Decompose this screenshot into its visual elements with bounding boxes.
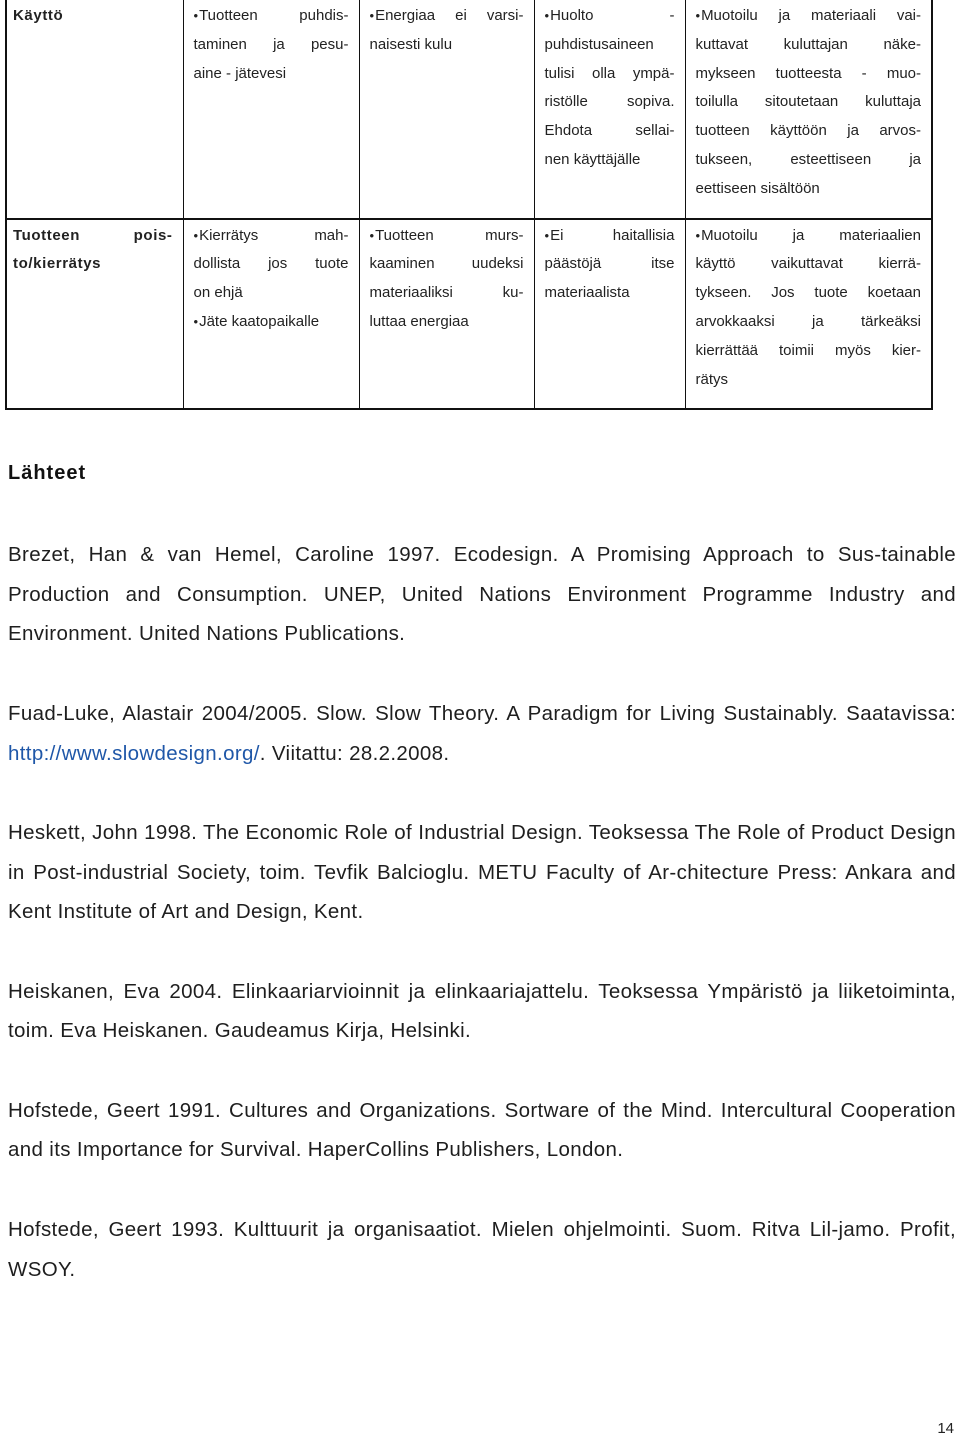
reference-item: Brezet, Han & van Hemel, Caroline 1997. Ecodesign. A Promising Approach to Sus-tainable Production and Consumption. UNEP, United Nations Environment Programme Industry and Environment. United Nations Publications. [8, 543, 956, 646]
table-cell [359, 219, 534, 410]
cell-line: tykseen. Jos tuote koetaan [695, 284, 921, 302]
cell-line: • Tuotteen murs- [370, 222, 524, 251]
table-row [6, 0, 932, 219]
phase-cell [6, 0, 183, 219]
cell-line: luttaa energiaa [369, 312, 469, 330]
phase-label: Tuotteen pois- [13, 226, 173, 244]
cell-line: tuotteen käyttöön ja arvos- [695, 122, 921, 140]
cell-line: • Huolto - [545, 2, 675, 31]
reference-link[interactable]: http://www.slowdesign.org/ [8, 741, 260, 765]
cell-line: käyttö vaikuttavat kierrä- [695, 255, 921, 273]
phase-cell [6, 219, 183, 410]
reference-text: Fuad-Luke, Alastair 2004/2005. Slow. Slow Theory. A Paradigm for Living Sustainably. Saatavissa: [8, 701, 956, 725]
reference-text: . Viitattu: 28.2.2008. [259, 741, 450, 765]
reference-item: Heiskanen, Eva 2004. Elinkaariarvioinnit ja elinkaariajattelu. Teoksessa Ympäristö ja liiketoiminta, toim. Eva Heiskanen. Gaudeamus Kirja, Helsinki. [8, 979, 956, 1043]
table-cell [183, 219, 359, 410]
page-number: 14 [937, 1420, 954, 1437]
cell-line: naisesti kulu [369, 35, 453, 53]
cell-line: • Kierrätys mah- [194, 222, 349, 251]
reference-item: Hofstede, Geert 1991. Cultures and Organizations. Sortware of the Mind. Intercultural Cooperation and its Importance for Survival. HaperCollins Publishers, London. [8, 1098, 956, 1162]
cell-line: eettiseen sisältöön [695, 179, 820, 197]
cell-line: kaaminen uudeksi [369, 255, 524, 273]
cell-line: • Energiaa ei varsi- [370, 2, 524, 31]
cell-line: arvokkaaksi ja tärkeäksi [695, 312, 921, 330]
reference-list [8, 535, 956, 1329]
reference-item: Heskett, John 1998. The Economic Role of Industrial Design. Teoksessa The Role of Product Design in Post-industrial Society, toim. Tevfik Balcioglu. METU Faculty of Ar-chitecture Press: Ankara and Kent Institute of Art and Design, Kent. [8, 820, 956, 924]
phase-label: Käyttö [13, 7, 64, 24]
cell-line: • Tuotteen puhdis- [194, 2, 349, 31]
table-cell [534, 219, 685, 410]
cell-line: kuttavat kuluttajan näke- [695, 35, 921, 53]
table-cell [534, 0, 685, 219]
reference-item: Hofstede, Geert 1993. Kulttuurit ja organisaatiot. Mielen ohjelmointi. Suom. Ritva Lil-jamo. Profit, WSOY. [8, 1217, 956, 1281]
cell-line: taminen ja pesu- [193, 35, 349, 53]
table-row [6, 219, 932, 410]
cell-line: nen käyttäjälle [544, 150, 641, 168]
cell-line: puhdistusaineen [544, 35, 654, 53]
table-cell [685, 219, 932, 410]
cell-line: ristölle sopiva. [544, 93, 675, 111]
cell-line: mykseen tuotteesta - muo- [695, 64, 921, 82]
cell-line: materiaalista [544, 284, 630, 302]
cell-line: toilulla sitoutetaan kuluttaja [695, 93, 921, 111]
cell-line: päästöjä itse [544, 255, 675, 273]
cell-line: • Jäte kaatopaikalle [194, 308, 349, 337]
cell-line: • Ei haitallisia [545, 222, 675, 251]
cell-line: tukseen, esteettiseen ja [695, 150, 921, 168]
table-cell [359, 0, 534, 219]
table-cell [685, 0, 932, 219]
cell-line: tulisi olla ympä- [544, 64, 675, 82]
reference-item [8, 694, 956, 773]
cell-line: Ehdota sellai- [544, 122, 675, 140]
cell-line: • Muotoilu ja materiaali vai- [696, 2, 922, 31]
cell-line: aine - jätevesi [193, 64, 287, 82]
lifecycle-table [5, 0, 933, 410]
cell-line: rätys [695, 370, 729, 388]
phase-label: to/kierrätys [13, 255, 102, 273]
cell-line: dollista jos tuote [193, 255, 349, 273]
references-heading: Lähteet [8, 462, 87, 484]
cell-line: kierrättää toimii myös kier- [695, 341, 921, 359]
cell-line: materiaaliksi ku- [369, 284, 524, 302]
table-cell [183, 0, 359, 219]
cell-line: on ehjä [193, 284, 243, 302]
cell-line: • Muotoilu ja materiaalien [696, 222, 922, 251]
